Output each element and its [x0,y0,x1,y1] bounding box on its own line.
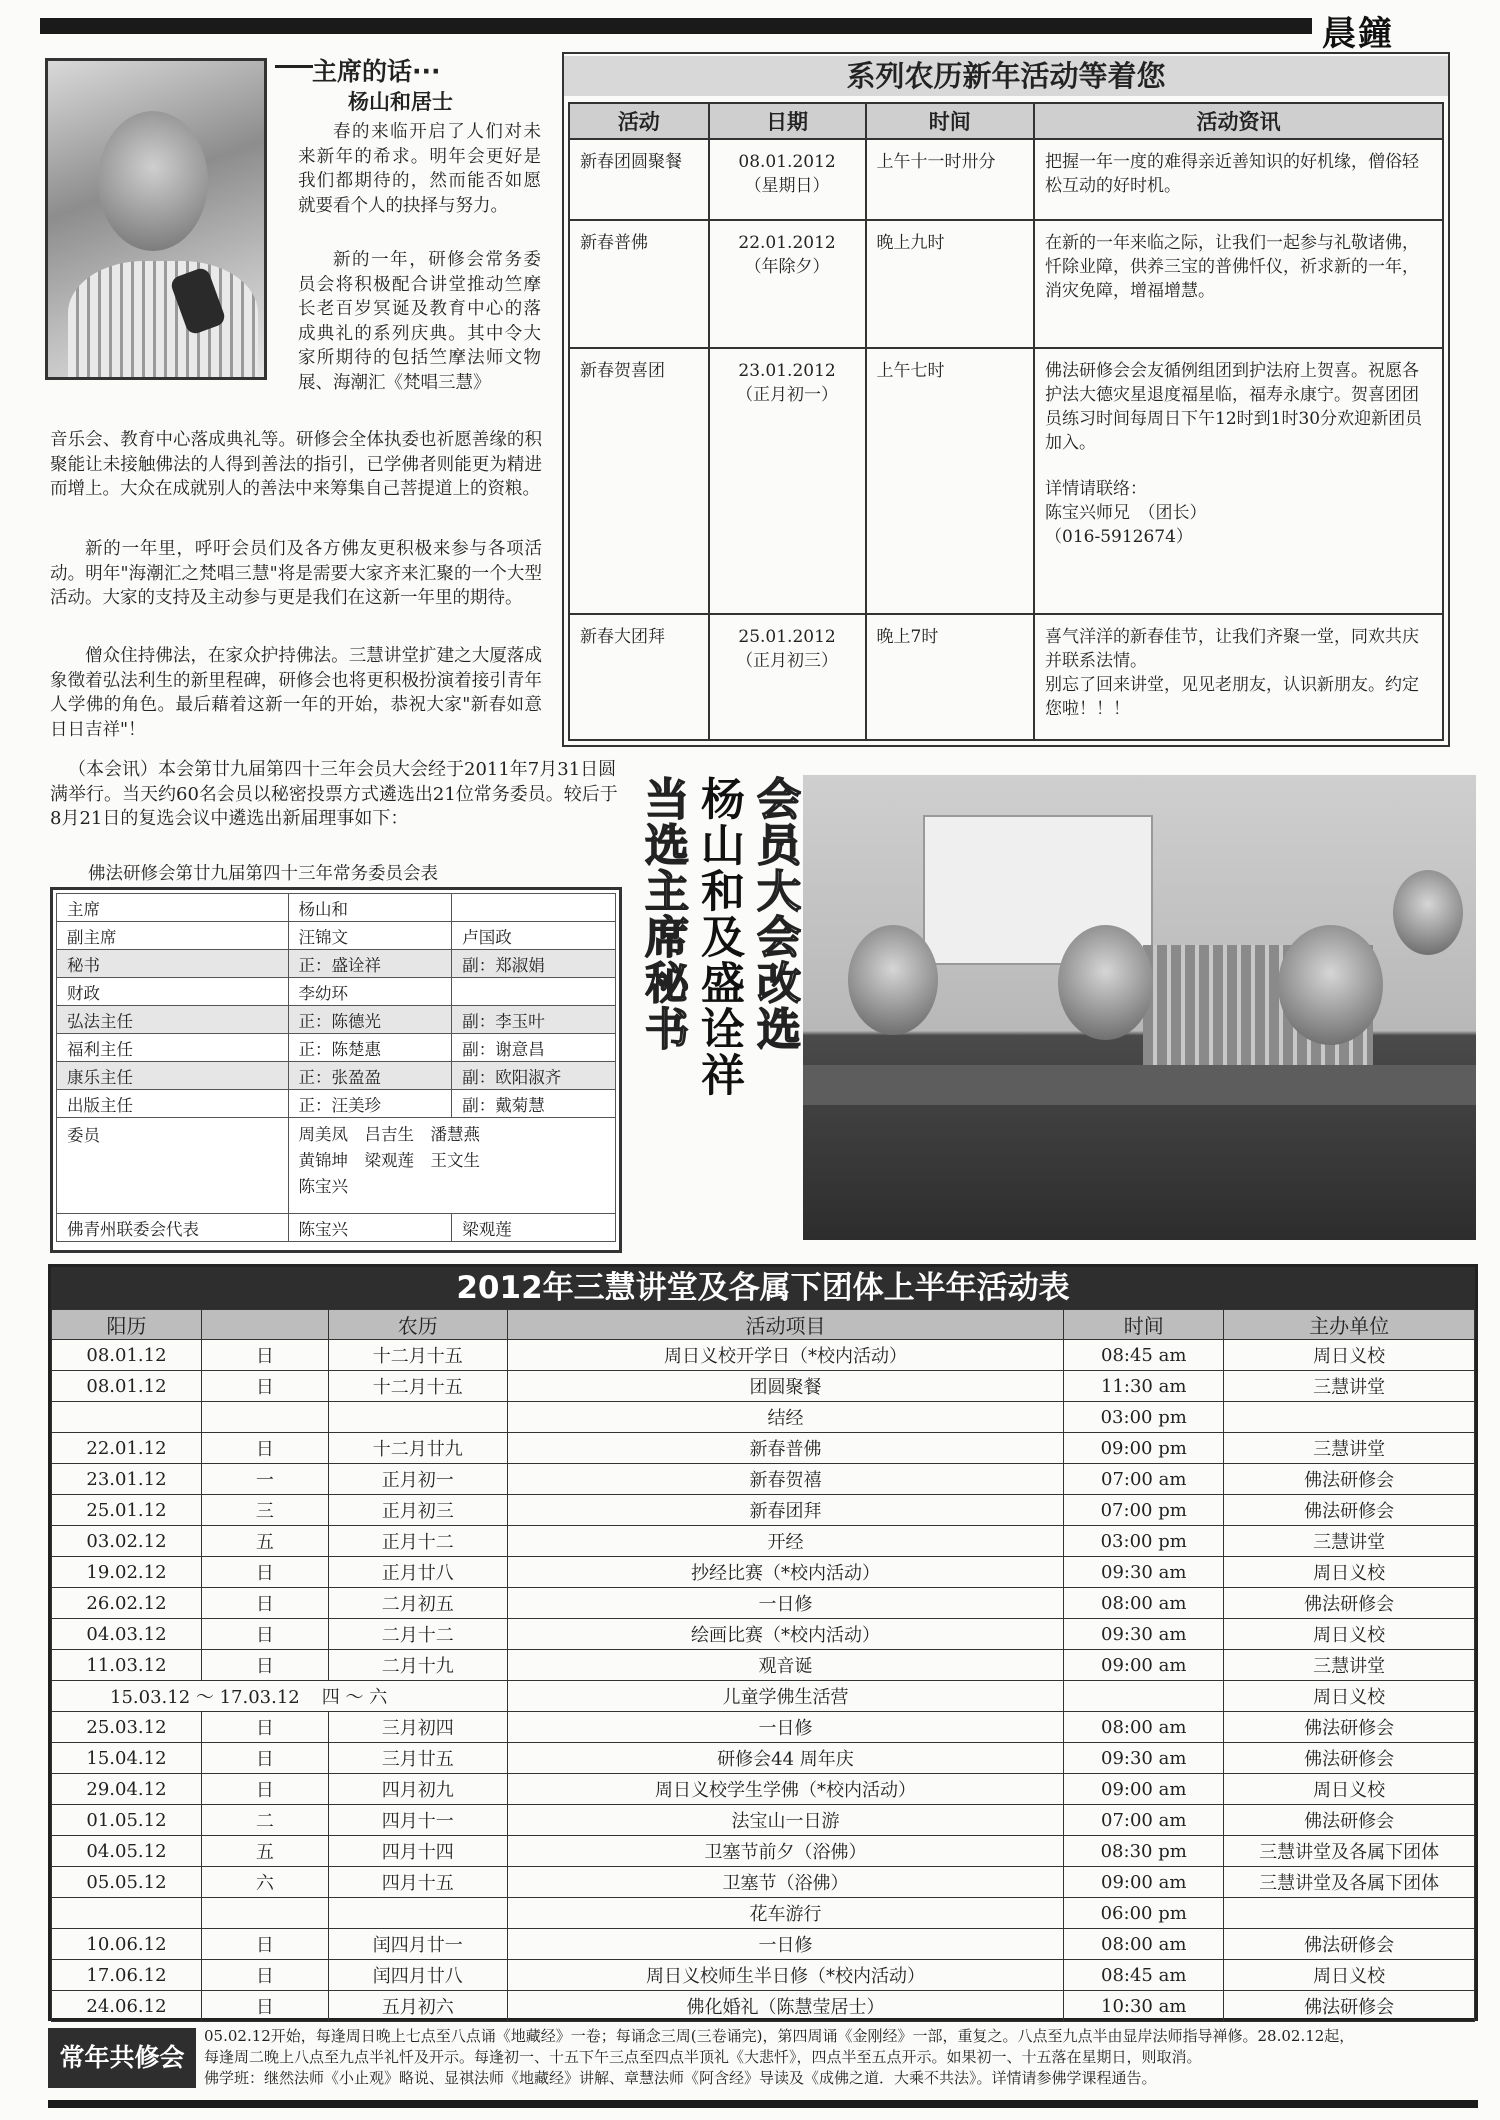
schedule-cell-time: 08:00 am [1064,1929,1224,1960]
schedule-cell-lunar: 三月廿五 [328,1743,507,1774]
committee-member: 正：张盈盈 [288,1062,452,1090]
committee-row [57,1006,616,1034]
schedule-cell-solar: 22.01.12 [52,1433,202,1464]
schedule-cell-org: 周日义校 [1224,1619,1475,1650]
schedule-cell-wk: 日 [201,1743,328,1774]
headline-col-1: 当选主席秘书 [637,776,688,1052]
committee-members [288,1118,615,1214]
schedule-row [52,1371,1475,1402]
event-info-line: 佛法研修会会友循例组团到护法府上贺喜。祝愿各护法大德灾星退度福星临，福寿永康宁。贺喜团团员练习时间每周日下午12时到1时30分欢迎新团员加入。 [1045,361,1423,453]
committee-member: 陈宝兴 [288,1214,452,1242]
event-day: （年除夕） [744,257,830,277]
committee-member: 副：郑淑娟 [452,950,616,978]
schedule-cell-wk: 日 [201,1433,328,1464]
committee-member: 正：盛诠祥 [288,950,452,978]
meeting-notice: （本会讯）本会第廿九届第四十三年会员大会经于2011年7月31日圆满举行。当天约60名会员以秘密投票方式遴选出21位常务委员。较后于8月21日的复选会议中遴选出新届理事如下： [50,759,618,829]
schedule-cell-org: 佛法研修会 [1224,1805,1475,1836]
schedule-cell-time: 06:00 pm [1064,1898,1224,1929]
event-day: （星期日） [744,176,830,196]
schedule-cell-time: 08:00 am [1064,1588,1224,1619]
schedule-cell-time: 09:30 am [1064,1557,1224,1588]
bottom-rule [48,2100,1478,2108]
committee-role: 康乐主任 [57,1062,289,1090]
event-name: 新春普佛 [569,220,709,348]
schedule-cell-org: 周日义校 [1224,1960,1475,1991]
event-row [569,139,1443,220]
chairman-paragraph-2: 新的一年，研修会常务委员会将积极配合讲堂推动竺摩长老百岁冥诞及教育中心的落成典礼的系列庆典。其中令大家所期待的包括竺摩法师文物展、海潮汇《梵唱三慧》 [298,250,541,393]
schedule-cell-wk: 日 [201,1371,328,1402]
schedule-cell-solar: 04.03.12 [52,1619,202,1650]
schedule-cell-wk [201,1402,328,1433]
events-header: 活动资讯 [1034,103,1443,139]
schedule-cell-time: 09:30 am [1064,1743,1224,1774]
headline-col-3: 会员大会改选 [749,776,800,1052]
committee-table-title: 佛法研修会第廿九届第四十三年常务委员会表 [88,864,438,884]
schedule-cell-solar: 15.03.12 ～ 17.03.12 [110,1687,300,1708]
schedule-cell-act: 新春团拜 [507,1495,1064,1526]
schedule-cell-lunar: 十二月十五 [328,1340,507,1371]
committee-table [56,893,616,1242]
schedule-cell-lunar [328,1402,507,1433]
schedule-cell-act: 绘画比赛（*校内活动） [507,1619,1064,1650]
event-time: 晚上7时 [866,614,1035,740]
committee-row [57,1062,616,1090]
schedule-row [52,1774,1475,1805]
heading-arrow [275,65,313,68]
schedule-cell-solar: 19.02.12 [52,1557,202,1588]
schedule-cell-solar: 26.02.12 [52,1588,202,1619]
schedule-cell-solar: 08.01.12 [52,1340,202,1371]
schedule-row [52,1960,1475,1991]
committee-members-line: 陈宝兴 [298,1177,349,1196]
schedule-row [52,1712,1475,1743]
schedule-cell-act: 一日修 [507,1588,1064,1619]
schedule-cell-act: 团圆聚餐 [507,1371,1064,1402]
event-name: 新春贺喜团 [569,348,709,614]
schedule-cell-org: 周日义校 [1224,1774,1475,1805]
schedule-cell-org: 周日义校 [1224,1340,1475,1371]
footer-line: 05.02.12开始，每逢周日晚上七点至八点诵《地藏经》一卷；每诵念三周(三卷诵完)，第四周诵《金刚经》一部，重复之。八点至九点半由显岸法师指导禅修。28.02.12起， [204,2027,1355,2045]
schedule-cell-lunar: 正月十二 [328,1526,507,1557]
meeting-photo [803,775,1476,1240]
committee-row [57,1034,616,1062]
committee-row [57,894,616,922]
committee-role: 弘法主任 [57,1006,289,1034]
schedule-cell-wk: 日 [201,1588,328,1619]
event-name: 新春团圆聚餐 [569,139,709,220]
schedule-cell-act: 儿童学佛生活营 [507,1681,1064,1712]
committee-member: 副：戴菊慧 [452,1090,616,1118]
event-date [709,139,866,220]
schedule-cell-time: 07:00 am [1064,1805,1224,1836]
committee-role: 委员 [57,1118,289,1214]
event-date-value: 25.01.2012 [738,627,836,647]
schedule-cell-lunar: 正月初三 [328,1495,507,1526]
event-date [709,614,866,740]
committee-member: 杨山和 [288,894,452,922]
schedule-row [52,1743,1475,1774]
schedule-cell-time [1064,1681,1224,1712]
schedule-cell-wk: 日 [201,1557,328,1588]
schedule-cell-org: 三慧讲堂 [1224,1650,1475,1681]
schedule-cell-solar: 23.01.12 [52,1464,202,1495]
footer-line: 每逢周二晚上八点至九点半礼忏及开示。每逢初一、十五下午三点至四点半顶礼《大悲忏》，四点半至五点开示。如果初一、十五落在星期日，则取消。 [204,2048,1202,2066]
event-time: 上午十一时卅分 [866,139,1035,220]
schedule-cell-wk: 六 [201,1867,328,1898]
committee-row [57,922,616,950]
schedule-cell-lunar: 四月十五 [328,1867,507,1898]
schedule-cell-time: 10:30 am [1064,1991,1224,2022]
schedule-cell-lunar: 四月初九 [328,1774,507,1805]
event-info [1034,614,1443,740]
event-date-value: 22.01.2012 [738,233,836,253]
schedule-cell-lunar [328,1898,507,1929]
schedule-cell-act: 花车游行 [507,1898,1064,1929]
schedule-cell-solar: 03.02.12 [52,1526,202,1557]
schedule-cell-act: 抄经比赛（*校内活动） [507,1557,1064,1588]
committee-member: 正：汪美珍 [288,1090,452,1118]
chairman-photo [45,58,267,380]
schedule-cell-act: 新春普佛 [507,1433,1064,1464]
schedule-cell-act: 一日修 [507,1712,1064,1743]
schedule-cell-time: 07:00 am [1064,1464,1224,1495]
schedule-cell-time: 03:00 pm [1064,1402,1224,1433]
schedule-cell-wk: 日 [201,1929,328,1960]
schedule-cell-solar: 11.03.12 [52,1650,202,1681]
committee-member: 卢国政 [452,922,616,950]
committee-role: 秘书 [57,950,289,978]
schedule-cell-org: 周日义校 [1224,1557,1475,1588]
event-time: 晚上九时 [866,220,1035,348]
committee-role: 福利主任 [57,1034,289,1062]
schedule-cell-act: 佛化婚礼（陈慧莹居士） [507,1991,1064,2022]
schedule-cell-org: 佛法研修会 [1224,1991,1475,2022]
event-name: 新春大团拜 [569,614,709,740]
schedule-cell-org: 周日义校 [1224,1681,1475,1712]
schedule-header: 农历 [328,1310,507,1340]
schedule-cell-lunar: 四月十四 [328,1836,507,1867]
schedule-cell-time: 09:00 am [1064,1867,1224,1898]
event-row [569,220,1443,348]
schedule-cell-act: 卫塞节（浴佛） [507,1867,1064,1898]
schedule-cell-lunar: 正月初一 [328,1464,507,1495]
schedule-cell-act: 开经 [507,1526,1064,1557]
schedule-cell-solar: 17.06.12 [52,1960,202,1991]
chairman-author: 杨山和居士 [348,90,453,114]
event-row [569,348,1443,614]
committee-row [57,950,616,978]
schedule-cell-wk: 五 [201,1836,328,1867]
schedule-cell-time: 03:00 pm [1064,1526,1224,1557]
schedule-cell-lunar: 闰四月廿八 [328,1960,507,1991]
masthead-title: 晨鐘 [1312,6,1404,55]
committee-role: 主席 [57,894,289,922]
schedule-cell-solar: 08.01.12 [52,1371,202,1402]
schedule-cell-wk: 日 [201,1774,328,1805]
footer-text [204,2026,1476,2089]
schedule-cell-org: 佛法研修会 [1224,1495,1475,1526]
schedule-row [52,1402,1475,1433]
schedule-row [52,1433,1475,1464]
schedule-cell-wk: 五 [201,1526,328,1557]
event-info-line: （016-5912674） [1045,527,1193,547]
schedule-cell-act: 周日义校学生学佛（*校内活动） [507,1774,1064,1805]
schedule-cell-org [1224,1402,1475,1433]
schedule-cell-org: 佛法研修会 [1224,1588,1475,1619]
schedule-cell-time: 09:00 am [1064,1774,1224,1805]
schedule-cell-solar: 10.06.12 [52,1929,202,1960]
schedule-cell-lunar: 闰四月廿一 [328,1929,507,1960]
committee-row [57,978,616,1006]
schedule-cell-lunar: 十二月十五 [328,1371,507,1402]
schedule-row [52,1588,1475,1619]
schedule-row [52,1557,1475,1588]
committee-member: 正：陈楚惠 [288,1034,452,1062]
headline-col-2: 杨山和及盛诠祥 [693,776,744,1098]
schedule-cell-time: 08:45 am [1064,1340,1224,1371]
schedule-header: 活动项目 [507,1310,1064,1340]
schedule-cell-solar: 29.04.12 [52,1774,202,1805]
schedule-cell-org: 三慧讲堂 [1224,1526,1475,1557]
schedule-cell-solar: 05.05.12 [52,1867,202,1898]
committee-member: 副：谢意昌 [452,1034,616,1062]
committee-member [452,894,616,922]
schedule-cell-org: 三慧讲堂及各属下团体 [1224,1836,1475,1867]
schedule-header: 主办单位 [1224,1310,1475,1340]
event-date [709,348,866,614]
top-rule [40,18,1400,34]
chairman-paragraph-2-cont: 音乐会、教育中心落成典礼等。研修会全体执委也祈愿善缘的积聚能让未接触佛法的人得到善法的指引，已学佛者则能更为精进而增上。大众在成就别人的善法中来筹集自己菩提道上的资粮。 [50,430,542,499]
committee-member: 梁观莲 [452,1214,616,1242]
schedule-cell-org: 三慧讲堂 [1224,1433,1475,1464]
schedule-table [51,1309,1475,2022]
schedule-cell-act: 一日修 [507,1929,1064,1960]
schedule-cell-wk: 二 [201,1805,328,1836]
schedule-row [52,1867,1475,1898]
chairman-paragraph-4: 僧众住持佛法，在家众护持佛法。三慧讲堂扩建之大厦落成象徵着弘法利生的新里程碑，研修会也将更积极扮演着接引青年人学佛的角色。最后藉着这新一年的开始，恭祝大家"新春如意 日日吉祥"！ [50,646,542,740]
schedule-cell-wk: 一 [201,1464,328,1495]
event-info [1034,139,1443,220]
footer-label: 常年共修会 [48,2028,196,2088]
event-day: （正月初三） [736,651,839,671]
schedule-header-row [52,1310,1475,1340]
committee-member: 汪锦文 [288,922,452,950]
committee-member: 副：欧阳淑齐 [452,1062,616,1090]
schedule-cell-wk: 三 [201,1495,328,1526]
schedule-cell-solar [52,1402,202,1433]
schedule-header: 时间 [1064,1310,1224,1340]
chairman-paragraph-3: 新的一年里，呼吁会员们及各方佛友更积极来参与各项活动。明年"海潮汇之梵唱三慧"将是需要大家齐来汇聚的一个大型活动。大家的支持及主动参与更是我们在这新一年里的期待。 [50,539,542,608]
schedule-cell-lunar: 三月初四 [328,1712,507,1743]
schedule-cell-org: 佛法研修会 [1224,1743,1475,1774]
schedule-cell-lunar: 十二月廿九 [328,1433,507,1464]
schedule-cell-wk: 日 [201,1619,328,1650]
schedule-cell-org: 佛法研修会 [1224,1464,1475,1495]
committee-role: 财政 [57,978,289,1006]
schedule-row [52,1340,1475,1371]
schedule-row [52,1929,1475,1960]
event-info-line: 在新的一年来临之际，让我们一起参与礼敬诸佛，忏除业障，供养三宝的普佛忏仪，祈求新的一年，消灾免障，增福增慧。 [1045,233,1420,301]
event-info-line: 详情请联络： [1045,479,1148,499]
schedule-cell-wk [201,1898,328,1929]
schedule-cell-lunar: 二月十二 [328,1619,507,1650]
schedule-cell-lunar: 二月初五 [328,1588,507,1619]
schedule-header [201,1310,328,1340]
schedule-body [52,1340,1475,2022]
schedule-cell-act: 研修会44 周年庆 [507,1743,1064,1774]
event-time: 上午七时 [866,348,1035,614]
chairman-paragraph-1: 春的来临开启了人们对未来新年的希求。明年会更好是我们都期待的，然而能否如愿就要看个人的抉择与努力。 [298,122,541,216]
schedule-cell-solar: 15.04.12 [52,1743,202,1774]
event-info [1034,348,1443,614]
schedule-header: 阳历 [52,1310,202,1340]
schedule-cell-lunar: 二月十九 [328,1650,507,1681]
schedule-cell-solar: 25.03.12 [52,1712,202,1743]
schedule-row [52,1898,1475,1929]
schedule-cell-lunar: 正月廿八 [328,1557,507,1588]
events-header: 活动 [569,103,709,139]
schedule-date-range [52,1681,508,1712]
committee-members-line: 周美凤 吕吉生 潘慧燕 [298,1125,481,1144]
schedule-row [52,1495,1475,1526]
schedule-row [52,1464,1475,1495]
events-title: 系列农历新年活动等着您 [564,56,1448,96]
schedule-cell-act: 观音诞 [507,1650,1064,1681]
events-header: 时间 [866,103,1035,139]
schedule-row [52,1619,1475,1650]
committee-row [57,1118,616,1214]
schedule-row [52,1805,1475,1836]
schedule-cell-time: 07:00 pm [1064,1495,1224,1526]
schedule-cell-org: 三慧讲堂及各属下团体 [1224,1867,1475,1898]
schedule-cell-solar: 25.01.12 [52,1495,202,1526]
event-info-line: 别忘了回来讲堂，见见老朋友，认识新朋友。约定您啦！！！ [1045,675,1420,719]
event-info [1034,220,1443,348]
schedule-cell-solar: 04.05.12 [52,1836,202,1867]
schedule-cell-act: 周日义校师生半日修（*校内活动） [507,1960,1064,1991]
event-date-value: 23.01.2012 [738,361,836,381]
schedule-cell-time: 09:30 am [1064,1619,1224,1650]
schedule-row [52,1681,1475,1712]
committee-row [57,1214,616,1242]
committee-member: 副：李玉叶 [452,1006,616,1034]
schedule-cell-act: 卫塞节前夕（浴佛） [507,1836,1064,1867]
schedule-cell-act: 法宝山一日游 [507,1805,1064,1836]
schedule-cell-time: 09:00 am [1064,1650,1224,1681]
schedule-cell-act: 周日义校开学日（*校内活动） [507,1340,1064,1371]
schedule-cell-solar: 24.06.12 [52,1991,202,2022]
committee-member: 李幼环 [288,978,452,1006]
events-header-row [569,103,1443,139]
schedule-cell-time: 11:30 am [1064,1371,1224,1402]
event-info-line: 喜气洋洋的新春佳节，让我们齐聚一堂，同欢共庆并联系法情。 [1045,627,1420,671]
schedule-cell-time: 08:30 pm [1064,1836,1224,1867]
events-table [568,102,1444,741]
schedule-cell-wk: 日 [201,1650,328,1681]
schedule-cell-org: 佛法研修会 [1224,1712,1475,1743]
schedule-title: 2012年三慧讲堂及各属下团体上半年活动表 [51,1267,1475,1309]
event-row [569,614,1443,740]
events-header: 日期 [709,103,866,139]
committee-row [57,1090,616,1118]
schedule-cell-wk: 四 ～ 六 [321,1687,388,1708]
committee-role: 副主席 [57,922,289,950]
committee-role: 出版主任 [57,1090,289,1118]
footer-line: 佛学班：继然法师《小止观》略说、显祺法师《地藏经》讲解、章慧法师《阿含经》导读及《成佛之道．大乘不共法》。详情请参佛学课程通告。 [204,2069,1157,2087]
schedule-row [52,1836,1475,1867]
schedule-cell-org [1224,1898,1475,1929]
schedule-cell-lunar: 四月十一 [328,1805,507,1836]
committee-role: 佛青州联委会代表 [57,1214,289,1242]
event-date-value: 08.01.2012 [738,152,836,172]
schedule-cell-act: 新春贺禧 [507,1464,1064,1495]
event-info-line: 把握一年一度的难得亲近善知识的好机缘，僧俗轻松互动的好时机。 [1045,152,1420,196]
schedule-cell-wk: 日 [201,1712,328,1743]
chairman-heading: 主席的话··· [312,57,441,86]
schedule-cell-time: 09:00 pm [1064,1433,1224,1464]
schedule-cell-time: 08:00 am [1064,1712,1224,1743]
schedule-cell-org: 三慧讲堂 [1224,1371,1475,1402]
schedule-cell-act: 结经 [507,1402,1064,1433]
schedule-cell-org: 佛法研修会 [1224,1929,1475,1960]
schedule-cell-wk: 日 [201,1960,328,1991]
schedule-cell-solar [52,1898,202,1929]
committee-member: 正：陈德光 [288,1006,452,1034]
schedule-cell-solar: 01.05.12 [52,1805,202,1836]
event-info-line: 陈宝兴师兄 （团长） [1045,503,1207,523]
schedule-cell-wk: 日 [201,1991,328,2022]
committee-member [452,978,616,1006]
schedule-cell-wk: 日 [201,1340,328,1371]
schedule-row [52,1991,1475,2022]
schedule-cell-lunar: 五月初六 [328,1991,507,2022]
committee-members-line: 黄锦坤 梁观莲 王文生 [298,1151,481,1170]
schedule-cell-time: 08:45 am [1064,1960,1224,1991]
event-date [709,220,866,348]
schedule-row [52,1650,1475,1681]
event-day: （正月初一） [736,385,839,405]
schedule-row [52,1526,1475,1557]
